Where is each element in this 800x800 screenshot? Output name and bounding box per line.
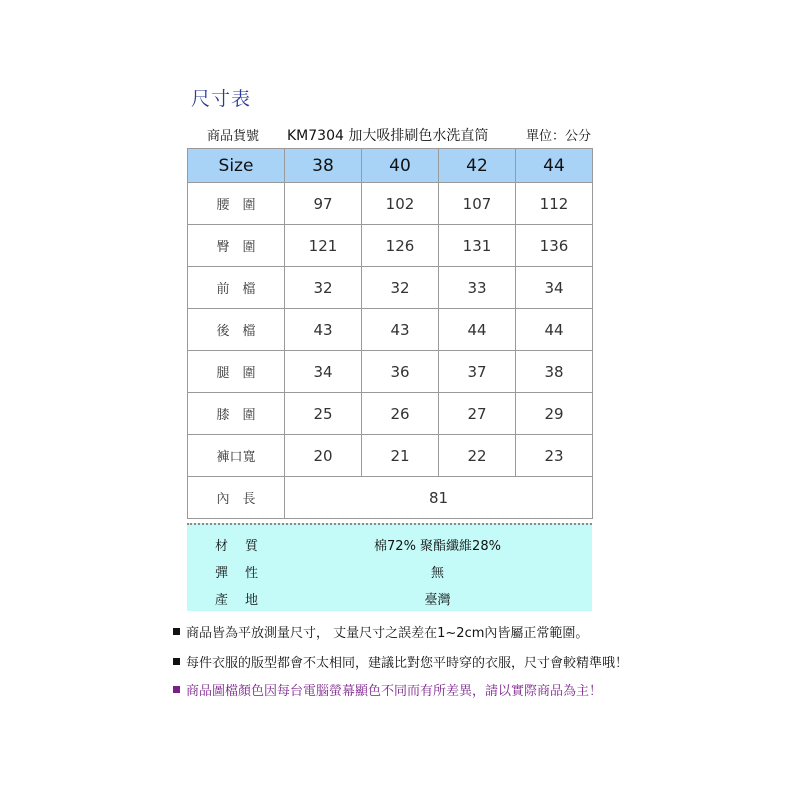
note-text: 商品圖檔顏色因每台電腦螢幕顯色不同而有所差異，請以實際商品為主！: [186, 684, 603, 699]
note-item-highlight: [173, 680, 602, 699]
table-cell: 38: [516, 351, 593, 393]
table-cell: 36: [362, 351, 439, 393]
product-code-name: KM7304 加大吸排刷色水洗直筒: [287, 128, 489, 144]
size-header-row: [188, 149, 593, 183]
product-info: [0, 125, 800, 143]
table-cell: 27: [439, 393, 516, 435]
table-cell: 102: [362, 183, 439, 225]
material-row: [187, 535, 592, 559]
table-row: [188, 225, 593, 267]
table-row: [188, 309, 593, 351]
table-cell: 34: [285, 351, 362, 393]
table-row: [188, 351, 593, 393]
table-cell: 23: [516, 435, 593, 477]
row-label-waist: 腰圍: [188, 183, 285, 225]
size-header-42: 42: [439, 149, 516, 183]
material-panel: [187, 523, 592, 611]
table-cell: 25: [285, 393, 362, 435]
inseam-value: 81: [285, 477, 593, 519]
bullet-icon: [173, 658, 180, 665]
origin-row: [187, 589, 592, 613]
table-cell: 33: [439, 267, 516, 309]
table-cell: 34: [516, 267, 593, 309]
row-label-thigh: 腿圍: [188, 351, 285, 393]
product-number-label: 商品貨號: [207, 129, 260, 144]
table-cell: 21: [362, 435, 439, 477]
size-header-38: 38: [285, 149, 362, 183]
size-header-label: Size: [188, 149, 285, 183]
table-row: [188, 183, 593, 225]
note-item: [173, 652, 628, 671]
row-label-hip: 臀圍: [188, 225, 285, 267]
table-cell: 43: [285, 309, 362, 351]
table-cell: 112: [516, 183, 593, 225]
row-label-leg-opening: 褲口寬: [188, 435, 285, 477]
row-label-inseam: 內長: [188, 477, 285, 519]
table-cell: 107: [439, 183, 516, 225]
table-row: [188, 393, 593, 435]
elasticity-label: 彈性: [215, 566, 276, 581]
bullet-icon: [173, 686, 180, 693]
note-item: [173, 622, 588, 641]
row-label-back-rise: 後檔: [188, 309, 285, 351]
row-label-front-rise: 前檔: [188, 267, 285, 309]
table-cell: 26: [362, 393, 439, 435]
table-cell: 32: [285, 267, 362, 309]
table-cell: 29: [516, 393, 593, 435]
bullet-icon: [173, 628, 180, 635]
size-table: [187, 148, 593, 519]
table-cell: 131: [439, 225, 516, 267]
origin-label: 產地: [215, 593, 276, 608]
size-header-40: 40: [362, 149, 439, 183]
table-row: [188, 477, 593, 519]
elasticity-row: [187, 562, 592, 586]
table-cell: 43: [362, 309, 439, 351]
table-cell: 126: [362, 225, 439, 267]
table-cell: 136: [516, 225, 593, 267]
page-title: 尺寸表: [191, 88, 252, 110]
table-cell: 121: [285, 225, 362, 267]
table-row: [188, 267, 593, 309]
table-cell: 20: [285, 435, 362, 477]
row-label-knee: 膝圍: [188, 393, 285, 435]
material-label: 材質: [215, 539, 276, 554]
origin-value: 臺灣: [424, 593, 451, 608]
table-cell: 44: [439, 309, 516, 351]
table-row: [188, 435, 593, 477]
note-text: 每件衣服的版型都會不太相同，建議比對您平時穿的衣服，尺寸會較精準哦！: [186, 656, 629, 671]
table-cell: 44: [516, 309, 593, 351]
size-header-44: 44: [516, 149, 593, 183]
note-text: 商品皆為平放測量尺寸， 丈量尺寸之誤差在1~2cm內皆屬正常範圍。: [186, 626, 589, 641]
elasticity-value: 無: [430, 566, 444, 581]
table-cell: 22: [439, 435, 516, 477]
table-cell: 37: [439, 351, 516, 393]
unit-label: 單位：公分: [526, 129, 592, 144]
material-value: 棉72% 聚酯纖維28%: [374, 539, 501, 554]
table-cell: 32: [362, 267, 439, 309]
table-cell: 97: [285, 183, 362, 225]
